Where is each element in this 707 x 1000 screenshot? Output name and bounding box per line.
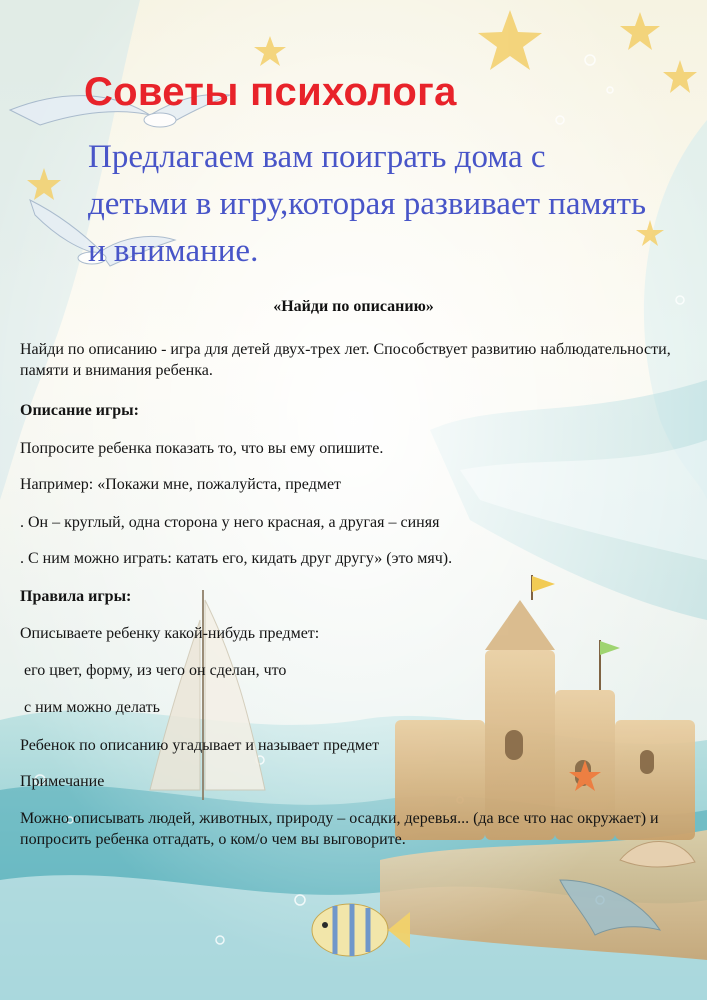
- rules-line: его цвет, форму, из чего он сделан, что: [20, 662, 287, 679]
- description-heading: Описание игры:: [20, 402, 139, 419]
- description-line: Попросите ребенка показать то, что вы ему опишите.: [20, 440, 384, 457]
- page-subtitle: Предлагаем вам поиграть дома с детьми в игру,которая развивает память и внимание.: [88, 139, 647, 269]
- rules-line: Ребенок по описанию угадывает и называет предмет: [20, 737, 380, 754]
- note-paragraph: Можно описывать людей, животных, природу – осадки, деревья... (да все что нас окружает) и попросить ребенка отгадать, о ком/о чем вы выговорите.: [20, 810, 659, 848]
- intro-paragraph: Найди по описанию - игра для детей двух-трех лет. Способствует развитию наблюдательности, памяти и внимания ребенка.: [20, 341, 671, 379]
- rules-line: Описываете ребенку какой-нибудь предмет:: [20, 625, 320, 642]
- rules-heading: Правила игры:: [20, 588, 132, 605]
- description-line: . С ним можно играть: катать его, кидать друг другу» (это мяч).: [20, 550, 453, 567]
- note-heading: Примечание: [20, 773, 105, 790]
- description-line: Например: «Покажи мне, пожалуйста, предмет: [20, 476, 342, 493]
- rules-line: с ним можно делать: [20, 699, 160, 716]
- page-title: Советы психолога: [84, 70, 457, 114]
- description-line: . Он – круглый, одна сторона у него красная, а другая – синяя: [20, 514, 440, 531]
- game-title: «Найди по описанию»: [273, 298, 434, 315]
